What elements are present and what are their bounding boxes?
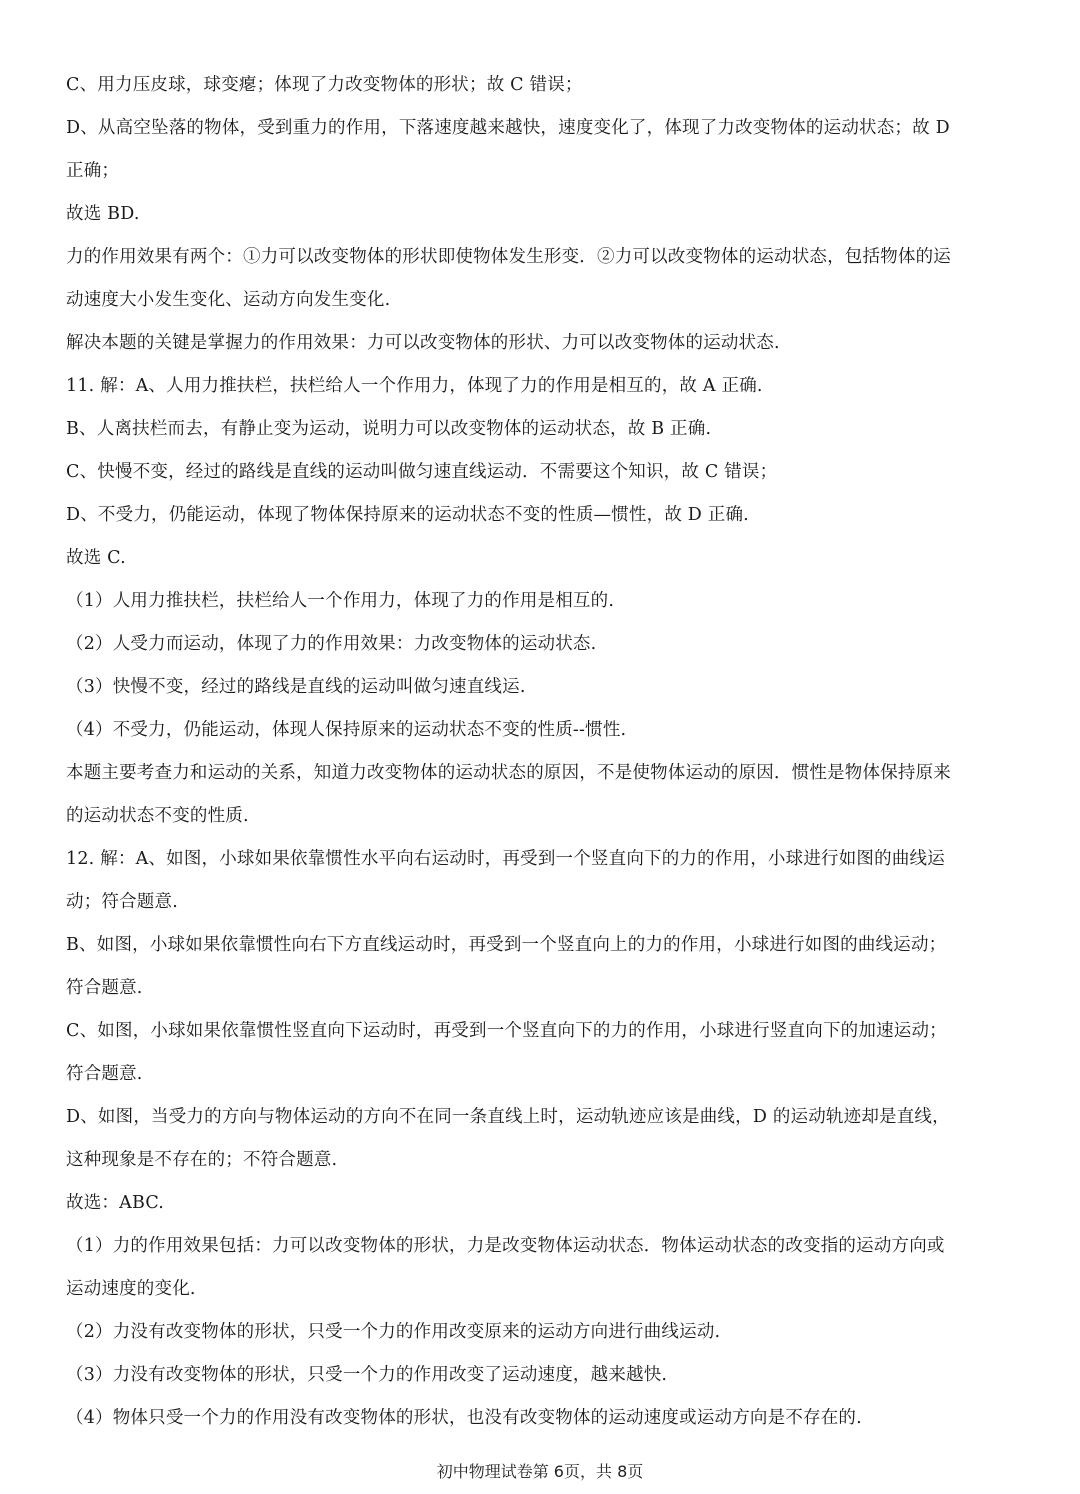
text-line: C、用力压皮球，球变瘪；体现了力改变物体的形状；故 C 错误； [66, 75, 583, 95]
text-line: 符合题意. [66, 1064, 143, 1084]
text-line: （2）人受力而运动，体现了力的作用效果：力改变物体的运动状态. [66, 634, 597, 654]
text-line: 本题主要考查力和运动的关系，知道力改变物体的运动状态的原因，不是使物体运动的原因．惯性是物体保持原来 [66, 763, 951, 783]
text-line: 故选 BD. [66, 204, 140, 224]
answer-text-body [66, 64, 1016, 1440]
text-line: 解决本题的关键是掌握力的作用效果：力可以改变物体的形状、力可以改变物体的运动状态. [66, 333, 780, 353]
text-line: （1）力的作用效果包括：力可以改变物体的形状，力是改变物体运动状态．物体运动状态的改变指的运动方向或 [66, 1236, 945, 1256]
text-line: 的运动状态不变的性质. [66, 806, 249, 826]
text-line: 动速度大小发生变化、运动方向发生变化. [66, 290, 391, 310]
text-line: D、不受力，仍能运动，体现了物体保持原来的运动状态不变的性质—惯性，故 D 正确. [66, 505, 749, 525]
text-line: （4）不受力，仍能运动，体现人保持原来的运动状态不变的性质--惯性. [66, 720, 627, 740]
text-line: C、快慢不变，经过的路线是直线的运动叫做匀速直线运动．不需要这个知识，故 C 错误； [66, 462, 778, 482]
text-line: 正确； [66, 161, 120, 181]
text-line: （4）物体只受一个力的作用没有改变物体的形状，也没有改变物体的运动速度或运动方向是不存在的. [66, 1408, 862, 1428]
text-line: 这种现象是不存在的；不符合题意. [66, 1150, 338, 1170]
text-line: 故选：ABC. [66, 1193, 165, 1213]
question-12-line: 12. 解：A、如图，小球如果依靠惯性水平向右运动时，再受到一个竖直向下的力的作用，小球进行如图的曲线运 [66, 849, 945, 869]
text-line: 动；符合题意. [66, 892, 178, 912]
text-line: （1）人用力推扶栏，扶栏给人一个作用力，体现了力的作用是相互的. [66, 591, 615, 611]
text-line: D、如图，当受力的方向与物体运动的方向不在同一条直线上时，运动轨迹应该是曲线，D 的运动轨迹却是直线， [66, 1107, 950, 1127]
text-line: （2）力没有改变物体的形状，只受一个力的作用改变原来的运动方向进行曲线运动. [66, 1322, 721, 1342]
question-11-line: 11. 解：A、人用力推扶栏，扶栏给人一个作用力，体现了力的作用是相互的，故 A 正确. [66, 376, 763, 396]
text-line: 符合题意. [66, 978, 143, 998]
page-footer: 初中物理试卷第 6页，共 8页 [436, 1462, 644, 1481]
text-line: （3）力没有改变物体的形状，只受一个力的作用改变了运动速度，越来越快. [66, 1365, 668, 1385]
text-line: （3）快慢不变，经过的路线是直线的运动叫做匀速直线运. [66, 677, 526, 697]
text-line: C、如图，小球如果依靠惯性竖直向下运动时，再受到一个竖直向下的力的作用，小球进行竖直向下的加速运动； [66, 1021, 947, 1041]
text-line: B、人离扶栏而去，有静止变为运动，说明力可以改变物体的运动状态，故 B 正确. [66, 419, 712, 439]
text-line: 力的作用效果有两个：①力可以改变物体的形状即使物体发生形变．②力可以改变物体的运动状态，包括物体的运 [66, 247, 951, 267]
text-line: 故选 C. [66, 548, 126, 568]
text-line: D、从高空坠落的物体，受到重力的作用，下落速度越来越快，速度变化了，体现了力改变物体的运动状态；故 D [66, 118, 950, 138]
text-line: 运动速度的变化. [66, 1279, 196, 1299]
text-line: B、如图，小球如果依靠惯性向右下方直线运动时，再受到一个竖直向上的力的作用，小球进行如图的曲线运动； [66, 935, 947, 955]
